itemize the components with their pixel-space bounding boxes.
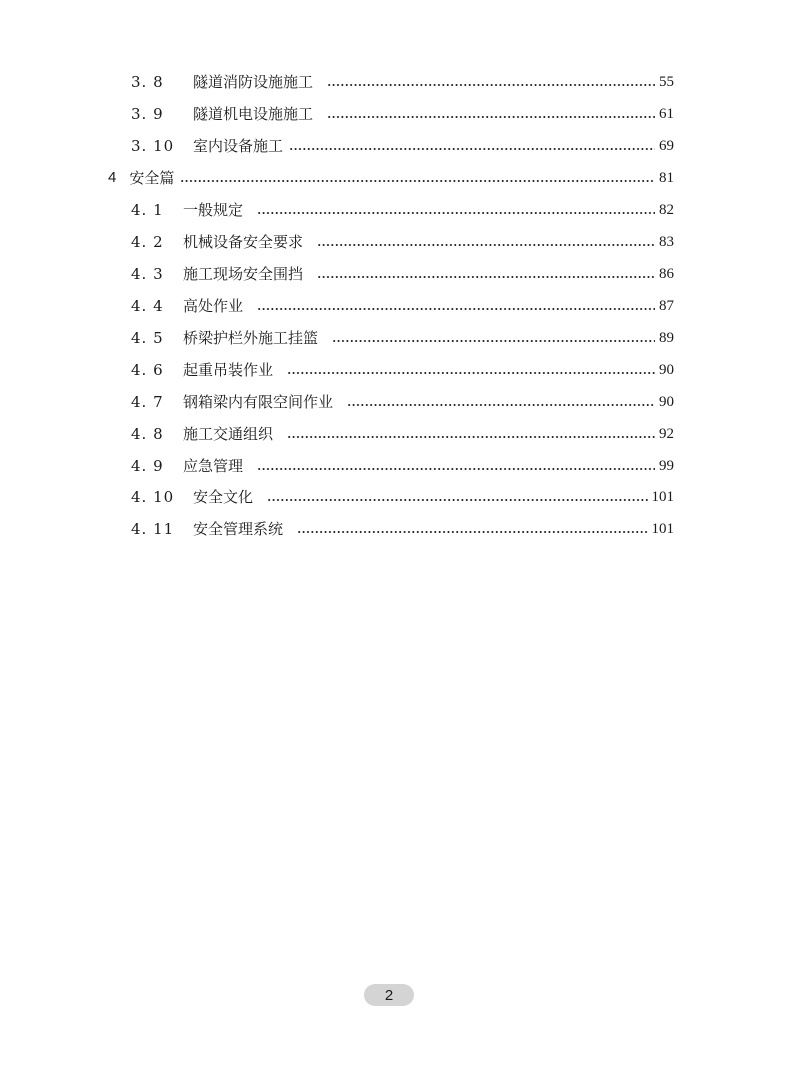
toc-entry-4-9[interactable] (0, 454, 790, 478)
dot-leader (297, 517, 647, 541)
toc-entry-page: 99 (659, 458, 674, 474)
toc-entry-page: 86 (659, 266, 674, 282)
toc-chapter-number: 4 (108, 169, 118, 186)
dot-leader (327, 102, 655, 126)
toc-entry-title: 机械设备安全要求 (183, 233, 304, 251)
toc-entry-4-7[interactable] (0, 390, 790, 414)
toc-entry-3-10[interactable] (0, 134, 790, 158)
dot-leader (332, 326, 655, 350)
toc-entry-title: 桥梁护栏外施工挂篮 (183, 329, 319, 347)
toc-entry-page: 55 (659, 74, 674, 90)
dot-leader (180, 166, 655, 190)
toc-entry-number: 4. 9 (131, 457, 164, 475)
toc-entry-number: 3. 10 (131, 137, 175, 155)
toc-entry-page: 83 (659, 234, 674, 250)
toc-entry-number: 4. 10 (131, 488, 175, 506)
toc-entry-page: 69 (659, 138, 674, 154)
dot-leader (287, 422, 655, 446)
toc-entry-title: 室内设备施工 (193, 137, 284, 155)
toc-entry-page: 92 (659, 426, 674, 442)
page-number: 2 (384, 986, 394, 1004)
dot-leader (287, 358, 655, 382)
toc-entry-page: 87 (659, 298, 674, 314)
toc-entry-page: 89 (659, 330, 674, 346)
toc-entry-3-9[interactable] (0, 102, 790, 126)
toc-entry-title: 一般规定 (183, 201, 244, 219)
toc-entry-page: 101 (651, 521, 674, 537)
toc-entry-4-2[interactable] (0, 230, 790, 254)
toc-entry-title: 安全文化 (193, 488, 254, 506)
toc-entry-4-10[interactable] (0, 485, 790, 509)
toc-entry-page: 61 (659, 106, 674, 122)
toc-entry-title: 隧道机电设施施工 (193, 105, 314, 123)
toc-entry-number: 4. 5 (131, 329, 164, 347)
toc-entry-title: 高处作业 (183, 297, 244, 315)
toc-entry-4-5[interactable] (0, 326, 790, 350)
toc-entry-number: 3. 8 (131, 73, 164, 91)
toc-entry-4-1[interactable] (0, 198, 790, 222)
toc-entry-4-3[interactable] (0, 262, 790, 286)
toc-entry-number: 4. 11 (131, 520, 175, 538)
toc-entry-number: 4. 6 (131, 361, 164, 379)
dot-leader (317, 230, 655, 254)
toc-entry-title: 施工交通组织 (183, 425, 274, 443)
toc-entry-4-6[interactable] (0, 358, 790, 382)
toc-entry-4-4[interactable] (0, 294, 790, 318)
page-number-badge (364, 984, 414, 1006)
toc-entry-title: 安全管理系统 (193, 520, 284, 538)
toc-chapter-title: 安全篇 (129, 169, 175, 187)
toc-entry-title: 施工现场安全围挡 (183, 265, 304, 283)
toc-entry-page: 101 (651, 489, 674, 505)
toc-chapter-4[interactable] (0, 166, 790, 190)
toc-entry-title: 钢箱梁内有限空间作业 (183, 393, 334, 411)
dot-leader (347, 390, 655, 414)
toc-entry-4-8[interactable] (0, 422, 790, 446)
toc-entry-title: 起重吊装作业 (183, 361, 274, 379)
toc-entry-page: 90 (659, 394, 674, 410)
dot-leader (257, 454, 655, 478)
toc-entry-number: 4. 2 (131, 233, 164, 251)
dot-leader (267, 485, 647, 509)
dot-leader (317, 262, 655, 286)
toc-entry-title: 隧道消防设施施工 (193, 73, 314, 91)
toc-entry-number: 4. 3 (131, 265, 164, 283)
toc-entry-number: 4. 8 (131, 425, 164, 443)
dot-leader (289, 134, 655, 158)
toc-entry-number: 4. 1 (131, 201, 164, 219)
toc-entry-3-8[interactable] (0, 70, 790, 94)
toc-entry-page: 81 (659, 170, 674, 186)
dot-leader (327, 70, 655, 94)
dot-leader (257, 198, 655, 222)
toc-entry-title: 应急管理 (183, 457, 244, 475)
toc-entry-number: 3. 9 (131, 105, 164, 123)
toc-entry-number: 4. 4 (131, 297, 164, 315)
toc-entry-page: 82 (659, 202, 674, 218)
toc-entry-4-11[interactable] (0, 517, 790, 541)
toc-entry-page: 90 (659, 362, 674, 378)
dot-leader (257, 294, 655, 318)
toc-entry-number: 4. 7 (131, 393, 164, 411)
